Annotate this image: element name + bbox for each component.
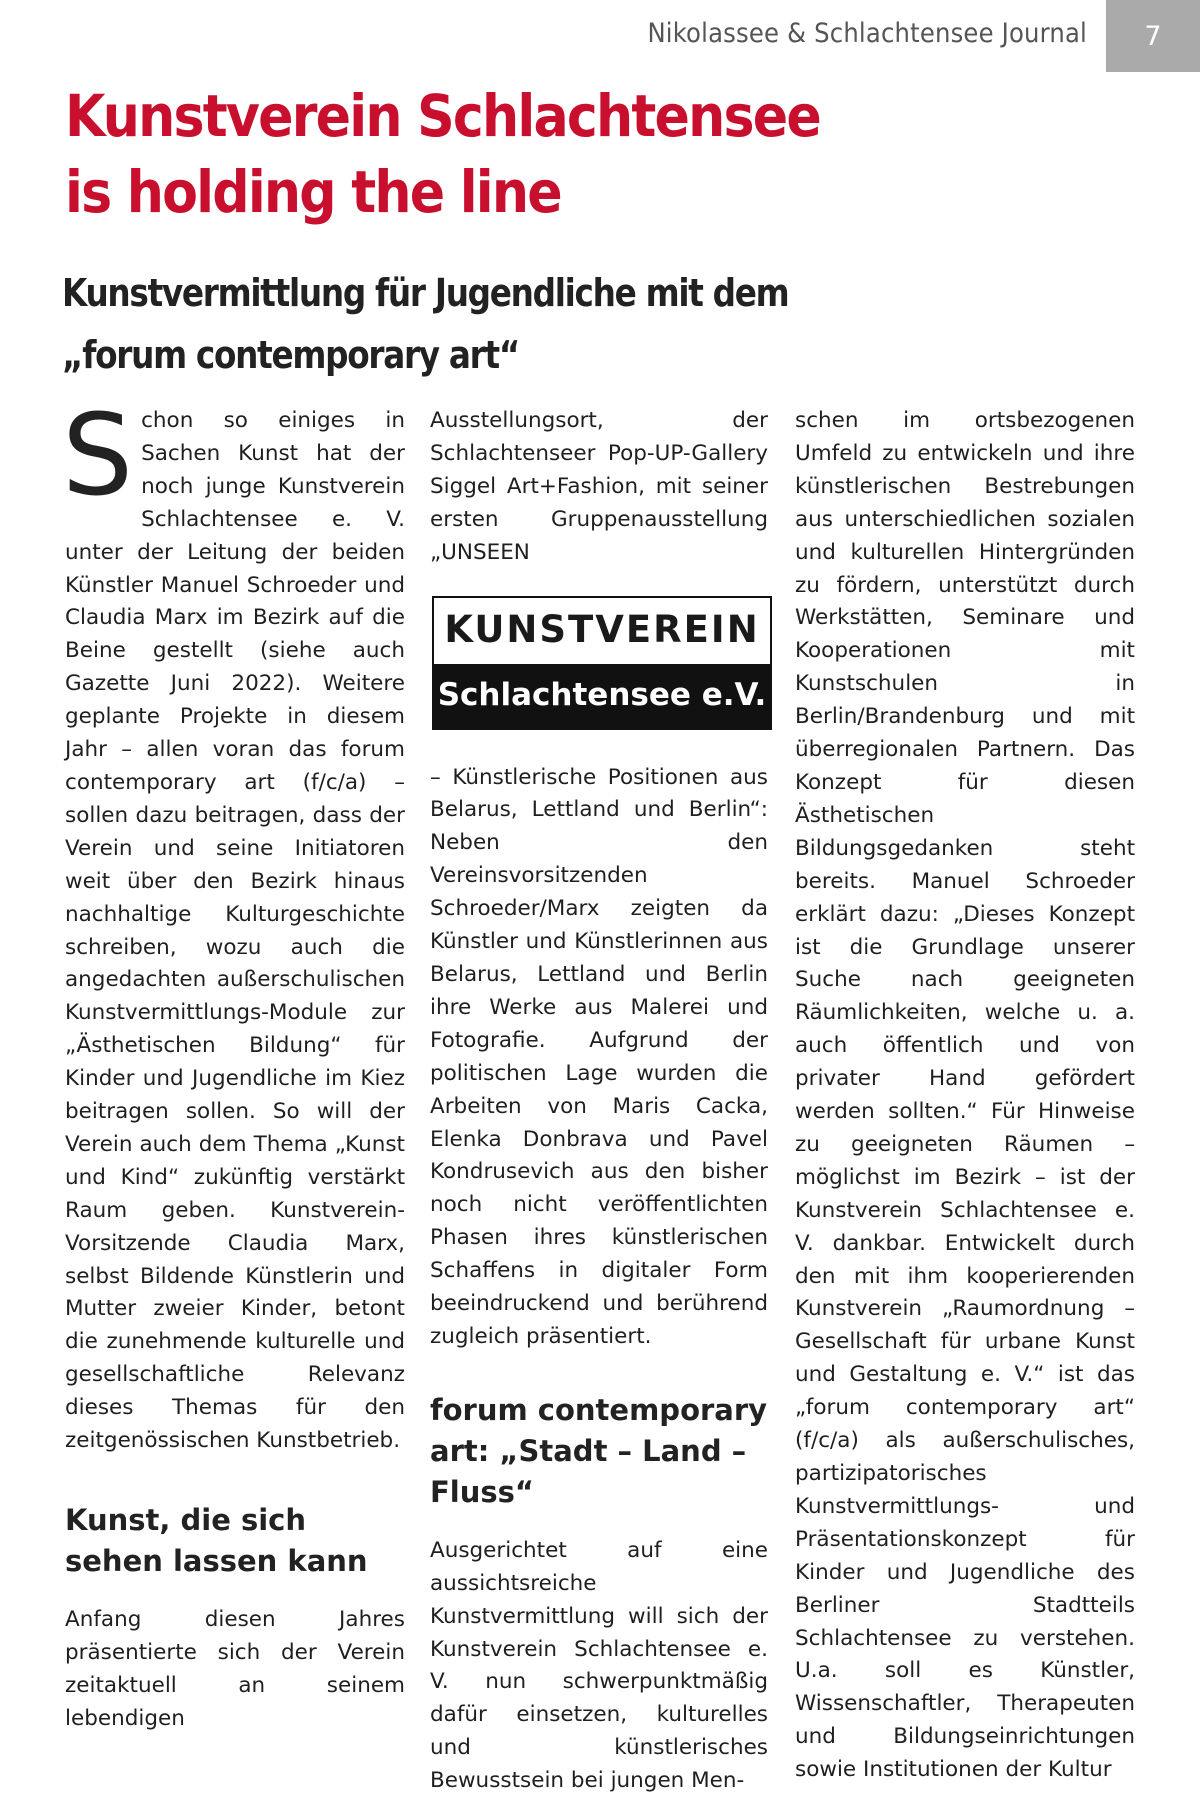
article-headline (65, 78, 965, 230)
journal-name: Nikolassee & Schlachtensee Journal (647, 18, 1087, 49)
page-number: 7 (1106, 0, 1200, 72)
column3-paragraph: schen im ortsbezogenen Umfeld zu entwickeln und ihre künstlerischen Bestrebungen aus unterschiedlichen sozialen und kulturellen Hintergründen zu fördern, unterstützt durch Werkstätten, Seminare und Kooperationen mit Kunstschulen in Berlin/Brandenburg und mit überregionalen Partnern. Das Konzept für diesen Ästhetischen Bildungsgedanken steht bereits. Manuel Schroeder erklärt dazu: „Dieses Konzept ist die Grundlage unserer Suche nach geeigneten Räumlichkeiten, welche u. a. auch öffentlich und von privater Hand gefördert werden sollten.“ Für Hinweise zu geeigneten Räumen – möglichst im Bezirk – ist der Kunstverein Schlachtensee e. V. dankbar. Entwickelt durch den mit ihm kooperierenden Kunstverein „Raumordnung – Gesellschaft für urbane Kunst und Gestaltung e. V.“ ist das „forum contemporary art“ (f/c/a) als außerschulisches, partizipatorisches Kunstvermittlungs- und Präsentationskonzept für Kinder und Jugendliche des Berliner Stadtteils Schlachtensee zu verstehen. U.a. soll es Künstler, Wissenschaftler, Therapeuten und Bildungseinrichtungen sowie Institutionen der Kultur (795, 408, 1135, 1783)
section-heading-forum: forum contemporary art: „Stadt – Land – Fluss“ (430, 1392, 768, 1509)
subhead-line-1: Kunstvermittlung für Jugendliche mit dem (62, 271, 789, 315)
kunstverein-logo (432, 596, 772, 730)
logo-top-text: KUNSTVEREIN (434, 598, 770, 664)
article-subheadline (62, 262, 836, 386)
article-column-3 (795, 405, 1135, 1787)
headline-line-1: Kunstverein Schlachtensee (65, 82, 821, 150)
section1-paragraph-continued: – Künstlerische Positionen aus Belarus, Lettland und Berlin“: Neben den Vereinsvorsitzenden Schroeder/Marx zeigten da Künstler und Künstlerinnen aus Belarus, Lettland und Berlin ihre Werke aus Malerei und Fotografie. Aufgrund der politischen Lage wurden die Arbeiten von Maris Cacka, Elenka Donbrava und Pavel Kondrusevich aus den bisher noch nicht veröffentlichten Phasen ihres künstlerischen Schaffens in digitaler Form beeindruckend und berührend zugleich präsentiert. (430, 764, 768, 1349)
section1-paragraph-top-col2: Ausstellungsort, der Schlachtenseer Pop-UP-Gallery Siggel Art+Fashion, mit seiner ersten Gruppenausstellung „UNSEEN (430, 408, 768, 565)
drop-cap: S (62, 391, 134, 521)
logo-bottom-text: Schlachtensee e.V. (434, 664, 770, 728)
intro-text: chon so einiges in Sachen Kunst hat der noch junge Kunstverein Schlachtensee e. V. unter der Leitung der beiden Künstler Manuel Schroeder und Claudia Marx im Bezirk auf die Beine gestellt (siehe auch Gazette Juni 2022). Weitere geplante Projekte in diesem Jahr – allen voran das forum contemporary art (f/c/a) – sollen dazu beitragen, dass der Verein und seine Initiatoren weit über den Bezirk hinaus nachhaltige Kulturgeschichte schreiben, wozu auch die angedachten außerschulischen Kunstvermittlungs-Module zur „Ästhetischen Bildung“ für Kinder und Jugendliche im Kiez beitragen sollen. So will der Verein auch dem Thema „Kunst und Kind“ zukünftig verstärkt Raum geben. Kunstverein-Vorsitzende Claudia Marx, selbst Bildende Künstlerin und Mutter zweier Kinder, betont die zunehmende kulturelle und gesellschaftliche Relevanz dieses Themas für den zeitgenössischen Kunstbetrieb. (65, 408, 405, 1454)
article-column-2 (430, 405, 768, 1798)
intro-paragraph (62, 391, 405, 1458)
article-column-1 (62, 391, 405, 1736)
headline-line-2: is holding the line (65, 158, 561, 226)
section-heading-kunst: Kunst, die sich sehen lassen kann (65, 1503, 368, 1578)
section2-paragraph: Ausgerichtet auf eine aussichtsreiche Kunstvermittlung will sich der Kunstverein Schlachtensee e. V. nun schwerpunktmäßig dafür einsetzen, kulturelles und künstlerisches Bewusstsein bei jungen Men- (430, 1537, 768, 1794)
section1-paragraph: Anfang diesen Jahres präsentierte sich der Verein zeitaktuell an seinem lebendigen (65, 1607, 405, 1731)
subhead-line-2: „forum contemporary art“ (62, 333, 520, 377)
